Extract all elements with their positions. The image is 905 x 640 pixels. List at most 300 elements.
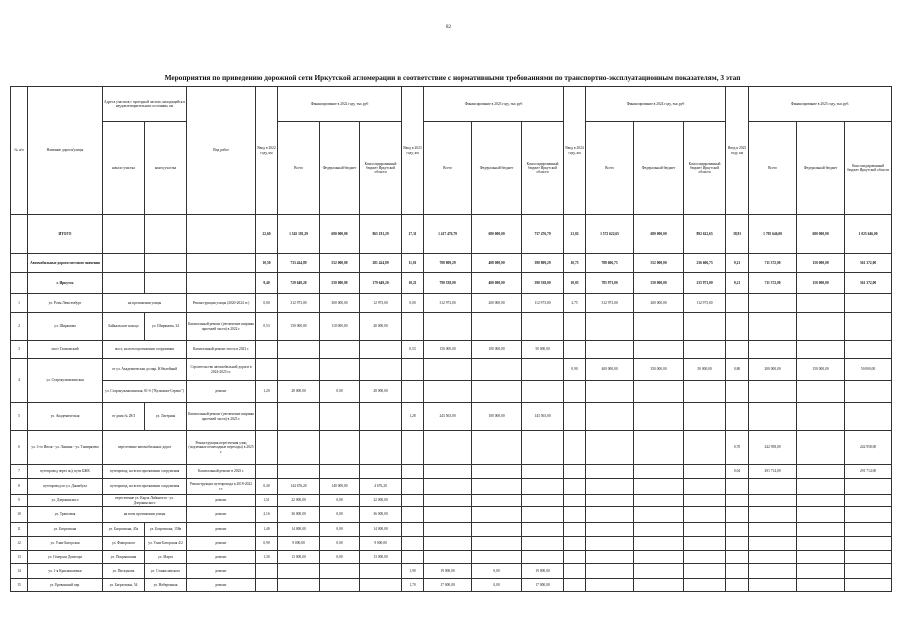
regional-2024: 235 973,00	[684, 273, 726, 294]
federal-2023	[472, 495, 522, 507]
regional-2023	[522, 537, 564, 551]
row-num: 3	[11, 341, 28, 359]
intro-2025	[726, 523, 749, 537]
federal-2025: 680 000,00	[797, 215, 845, 254]
total-2024	[586, 479, 634, 495]
total-2024: 312 973,00	[586, 294, 634, 313]
federal-2025	[797, 579, 845, 592]
federal-2024	[634, 551, 684, 564]
section-start: от ул. Академическая до мкр. Юбилейный	[103, 359, 187, 381]
regional-2024: 892 622,65	[684, 215, 726, 254]
regional-2022: 4 676,20	[360, 479, 402, 495]
regional-2022: 22 000,00	[360, 495, 402, 507]
header-fin-2022: Финансирование в 2022 году, тыс.руб	[278, 87, 402, 122]
federal-2023: 100 000,00	[472, 403, 522, 431]
work-type: ремонт	[187, 564, 256, 579]
federal-2024: 550 000,00	[634, 273, 684, 294]
work-type: Реконструкция улицы (2020-2024 гг.)	[187, 294, 256, 313]
total-2023	[424, 523, 472, 537]
federal-2023	[472, 551, 522, 564]
intro-2025	[726, 551, 749, 564]
header-federal-2024: Федеральный бюджет	[634, 122, 684, 215]
total-2025	[749, 403, 797, 431]
total-2025	[749, 479, 797, 495]
total-2023	[424, 479, 472, 495]
work-type: ремонт	[187, 507, 256, 523]
total-2024: 785 973,00	[586, 273, 634, 294]
total-2022: 312 973,00	[278, 294, 320, 313]
regional-2022: 179 649,20	[360, 273, 402, 294]
total-2023	[424, 495, 472, 507]
federal-2024: 350 000,00	[634, 359, 684, 381]
document-title: Мероприятия по приведению дорожной сети Иркутской агломерации в соответствие с нормативными требованиями по транспортно-эксплуатационным показателям, 3 этап	[164, 73, 741, 82]
total-2022: 13 000,00	[278, 551, 320, 564]
total-2023: 312 973,00	[424, 294, 472, 313]
regional-2025: 561 372,00	[845, 273, 892, 294]
work-type: ремонт	[187, 551, 256, 564]
total-2023: 17 000,00	[424, 579, 472, 592]
header-federal-2023: Федеральный бюджет	[472, 122, 522, 215]
intro-2023: 11,01	[402, 254, 424, 273]
work-type: ремонт	[187, 381, 256, 403]
regional-2022: 12 973,00	[360, 294, 402, 313]
regional-2022	[360, 359, 402, 381]
road-name: путепровод через ж/д пути БЖК	[28, 465, 103, 479]
road-name: ул. Генерала Доватора	[28, 551, 103, 564]
header-address-group: Адреса участков с проездной частью, находящейся в неудовлетворительном состоянии, км	[103, 87, 187, 122]
regional-2023: 390 809,29	[522, 254, 564, 273]
intro-2022: 2,16	[256, 507, 278, 523]
intro-2024: 0,90	[564, 359, 586, 381]
total-2023	[424, 313, 472, 341]
section-start: от дома № 28/3	[103, 403, 145, 431]
section-start	[103, 215, 145, 254]
federal-2024	[634, 495, 684, 507]
regional-2025	[845, 537, 892, 551]
total-2022	[278, 465, 320, 479]
intro-2022: 22,60	[256, 215, 278, 254]
intro-2025: 38,91	[726, 215, 749, 254]
federal-2025	[797, 564, 845, 579]
federal-2022	[320, 359, 360, 381]
row-num: 6	[11, 431, 28, 465]
intro-2023: 1,90	[402, 564, 424, 579]
intro-2023	[402, 313, 424, 341]
row-num: 8	[11, 479, 28, 495]
federal-2025	[797, 381, 845, 403]
intro-2022	[256, 465, 278, 479]
intro-2023: 17,31	[402, 215, 424, 254]
federal-2025: 150 000,00	[797, 254, 845, 273]
row-num: 11	[11, 523, 28, 537]
intro-2025	[726, 341, 749, 359]
federal-2023	[472, 479, 522, 495]
header-end: конец участка	[145, 122, 187, 215]
intro-2025	[726, 313, 749, 341]
total-2024	[586, 465, 634, 479]
federal-2022	[320, 579, 360, 592]
section-end: ул. Ширямова, 34	[145, 313, 187, 341]
section-end: ул. Лагерная	[145, 403, 187, 431]
total-2022	[278, 564, 320, 579]
intro-2023: 0,53	[402, 341, 424, 359]
intro-2023	[402, 431, 424, 465]
regional-2024	[684, 495, 726, 507]
federal-2023	[472, 313, 522, 341]
regional-2025: 291 714,00	[845, 465, 892, 479]
table-row	[11, 537, 892, 551]
federal-2022: 300 000,00	[320, 294, 360, 313]
federal-2022	[320, 564, 360, 579]
total-2024: 788 606,75	[586, 254, 634, 273]
total-2025	[749, 551, 797, 564]
section-start: ул. Багратиона, 54	[103, 579, 145, 592]
federal-2022: 680 000,00	[320, 215, 360, 254]
road-name: ул. 1-я Красноказачья	[28, 564, 103, 579]
section-end	[145, 254, 187, 273]
federal-2025	[797, 507, 845, 523]
intro-2024	[564, 495, 586, 507]
federal-2024	[634, 564, 684, 579]
federal-2023	[472, 465, 522, 479]
federal-2023: 0,00	[472, 579, 522, 592]
header-regional-2022: Консолидированный бюджет Иркутской области	[360, 122, 402, 215]
section-start: ул. Багратиона, 45а	[103, 523, 145, 537]
regional-2023: 737 476,79	[522, 215, 564, 254]
intro-2024	[564, 479, 586, 495]
total-2024	[586, 551, 634, 564]
row-num	[11, 273, 28, 294]
regional-2025	[845, 564, 892, 579]
intro-2022: 1,30	[256, 551, 278, 564]
table-row	[11, 359, 892, 381]
federal-2022: 0,00	[320, 551, 360, 564]
federal-2025	[797, 431, 845, 465]
table-row	[11, 294, 892, 313]
regional-2024: 236 606,75	[684, 254, 726, 273]
section-end	[145, 273, 187, 294]
regional-2022: 13 000,00	[360, 551, 402, 564]
regional-2022	[360, 431, 402, 465]
federal-2022	[320, 403, 360, 431]
header-fin-2024: Финансирование в 2024 году, тыс.руб	[586, 87, 726, 122]
table-row	[11, 495, 892, 507]
intro-2022: 9,40	[256, 273, 278, 294]
total-2025	[749, 341, 797, 359]
row-num	[11, 215, 28, 254]
measures-table	[10, 86, 892, 592]
regional-2024	[684, 431, 726, 465]
federal-2024	[634, 479, 684, 495]
road-name: ул. Ереванский пер.	[28, 579, 103, 592]
table-row	[11, 564, 892, 579]
federal-2023: 400 000,00	[472, 273, 522, 294]
federal-2024	[634, 523, 684, 537]
total-2024	[586, 537, 634, 551]
federal-2023	[472, 431, 522, 465]
intro-2023	[402, 523, 424, 537]
total-2023	[424, 551, 472, 564]
regional-2024	[684, 579, 726, 592]
federal-2023	[472, 537, 522, 551]
intro-2023	[402, 479, 424, 495]
total-2023	[424, 507, 472, 523]
regional-2022	[360, 403, 402, 431]
road-name: ул. Багратиона	[28, 523, 103, 537]
regional-2022: 865 181,29	[360, 215, 402, 254]
intro-2024	[564, 403, 586, 431]
intro-2025	[726, 579, 749, 592]
section-start: пересечение автомобильных дорог	[103, 431, 187, 465]
road-name: Автомобильные дороги местного значения	[28, 254, 103, 273]
regional-2025	[845, 495, 892, 507]
regional-2024	[684, 381, 726, 403]
regional-2025	[845, 479, 892, 495]
work-type: Реконструкция пересечения улиц (подземные пешеходные переходы) в 2025 г.	[187, 431, 256, 465]
federal-2024: 680 000,00	[634, 215, 684, 254]
federal-2022: 0,00	[320, 523, 360, 537]
federal-2023: 100 000,00	[472, 341, 522, 359]
total-2025	[749, 495, 797, 507]
table-row	[11, 465, 892, 479]
regional-2024	[684, 313, 726, 341]
total-2022: 36 000,00	[278, 507, 320, 523]
work-type	[187, 254, 256, 273]
intro-2022	[256, 403, 278, 431]
section-end	[145, 215, 187, 254]
row-num: 14	[11, 564, 28, 579]
header-road: Название дороги/улицы	[28, 87, 103, 215]
intro-2025	[726, 381, 749, 403]
intro-2024	[564, 507, 586, 523]
total-2023	[424, 537, 472, 551]
total-2023	[424, 431, 472, 465]
federal-2022: 0,00	[320, 537, 360, 551]
federal-2024	[634, 507, 684, 523]
section-start: мост, на всем протяжении сооружения	[103, 341, 187, 359]
regional-2023	[522, 359, 564, 381]
regional-2022: 28 000,00	[360, 381, 402, 403]
regional-2023: 17 000,00	[522, 579, 564, 592]
total-2023	[424, 359, 472, 381]
intro-2022: 1,20	[256, 381, 278, 403]
total-2023: 790 538,00	[424, 273, 472, 294]
total-2022: 150 000,00	[278, 313, 320, 341]
regional-2025	[845, 381, 892, 403]
intro-2022	[256, 579, 278, 592]
header-fin-2025: Финансирование в 2025 году, тыс.руб.	[749, 87, 892, 122]
total-2024	[586, 579, 634, 592]
total-2022	[278, 403, 320, 431]
federal-2023	[472, 507, 522, 523]
regional-2024	[684, 537, 726, 551]
total-2025: 711 372,00	[749, 273, 797, 294]
intro-2024: 21,02	[564, 215, 586, 254]
regional-2022: 14 000,00	[360, 523, 402, 537]
federal-2022: 110 000,00	[320, 313, 360, 341]
total-2025	[749, 507, 797, 523]
total-2025	[749, 537, 797, 551]
total-2024	[586, 431, 634, 465]
header-intro-2025: Ввод в 2025 году, км	[726, 87, 749, 215]
federal-2022: 550 000,00	[320, 273, 360, 294]
total-2023	[424, 381, 472, 403]
intro-2024	[564, 313, 586, 341]
row-num: 2	[11, 313, 28, 341]
intro-2022: 0,53	[256, 313, 278, 341]
intro-2023	[402, 359, 424, 381]
federal-2025	[797, 294, 845, 313]
work-type: Капитальный ремонт в 2025 г.	[187, 465, 256, 479]
federal-2024	[634, 313, 684, 341]
federal-2024	[634, 431, 684, 465]
row-num	[11, 254, 28, 273]
header-start: начало участка	[103, 122, 145, 215]
federal-2025	[797, 313, 845, 341]
page-number: 82	[446, 25, 451, 30]
regional-2023: 50 000,00	[522, 341, 564, 359]
regional-2022: 36 000,00	[360, 507, 402, 523]
total-2023: 19 000,00	[424, 564, 472, 579]
section-start: на протяжении улицы	[103, 294, 187, 313]
row-num: 4	[11, 359, 28, 403]
federal-2023: 680 000,00	[472, 215, 522, 254]
road-name: ИТОГО	[28, 215, 103, 254]
header-federal-2025: Федеральный бюджет	[797, 122, 845, 215]
federal-2024: 200 000,00	[634, 294, 684, 313]
table-row	[11, 273, 892, 294]
total-2022	[278, 359, 320, 381]
intro-2024	[564, 381, 586, 403]
federal-2024	[634, 381, 684, 403]
header-regional-2023: Консолидированный бюджет Иркутской области	[522, 122, 564, 215]
intro-2023: 10,21	[402, 273, 424, 294]
table-row	[11, 579, 892, 592]
federal-2025	[797, 495, 845, 507]
federal-2025	[797, 479, 845, 495]
intro-2024: 10,05	[564, 273, 586, 294]
federal-2025	[797, 341, 845, 359]
regional-2025	[845, 341, 892, 359]
intro-2024	[564, 579, 586, 592]
work-type: Капитальный ремонт (увеличение ширины проезжей части) в 2022 г.	[187, 313, 256, 341]
section-start: Байкальское кольцо	[103, 313, 145, 341]
road-name: ул. Старокузьмихинская	[28, 359, 103, 403]
regional-2025	[845, 579, 892, 592]
section-start: ул. Фаворского	[103, 537, 145, 551]
header-num: № п/п	[11, 87, 28, 215]
federal-2022: 0,00	[320, 507, 360, 523]
federal-2025	[797, 403, 845, 431]
regional-2025	[845, 507, 892, 523]
intro-2025	[726, 294, 749, 313]
work-type: ремонт	[187, 495, 256, 507]
header-total-2024: Всего	[586, 122, 634, 215]
intro-2023	[402, 465, 424, 479]
regional-2023: 143 565,00	[522, 403, 564, 431]
intro-2024	[564, 564, 586, 579]
total-2025: 242 958,00	[749, 431, 797, 465]
section-start: на всем протяжении улицы	[103, 507, 187, 523]
total-2022: 14 000,00	[278, 523, 320, 537]
header-regional-2024: Консолидированный бюджет Иркутской области	[684, 122, 726, 215]
row-num: 13	[11, 551, 28, 564]
road-name: ул. Улан-Баторская	[28, 537, 103, 551]
header-work: Вид работ	[187, 87, 256, 215]
intro-2022	[256, 341, 278, 359]
regional-2022	[360, 579, 402, 592]
road-name: ул. Академическая	[28, 403, 103, 431]
intro-2022	[256, 564, 278, 579]
intro-2025: 9,21	[726, 273, 749, 294]
intro-2023	[402, 381, 424, 403]
intro-2023	[402, 537, 424, 551]
regional-2023	[522, 523, 564, 537]
total-2024	[586, 507, 634, 523]
section-start	[103, 254, 145, 273]
table-row	[11, 381, 892, 403]
intro-2025	[726, 564, 749, 579]
federal-2024	[634, 537, 684, 551]
total-2023: 243 565,00	[424, 403, 472, 431]
header-total-2025: Всего	[749, 122, 797, 215]
federal-2022: 140 000,00	[320, 479, 360, 495]
section-end: ул. Улан-Баторская 4/2	[145, 537, 187, 551]
total-2024	[586, 341, 634, 359]
row-num: 5	[11, 403, 28, 431]
total-2025	[749, 523, 797, 537]
header-total-2023: Всего	[424, 122, 472, 215]
regional-2022	[360, 465, 402, 479]
regional-2022	[360, 564, 402, 579]
federal-2025: 150 000,00	[797, 359, 845, 381]
federal-2025	[797, 551, 845, 564]
total-2022: 28 000,00	[278, 381, 320, 403]
regional-2024	[684, 564, 726, 579]
regional-2025: 50 000,00	[845, 359, 892, 381]
work-type: Капитальный ремонт моста в 2023 г.	[187, 341, 256, 359]
section-start: путепровод, на всем протяжении сооружения	[103, 465, 187, 479]
row-num: 7	[11, 465, 28, 479]
total-2023: 150 000,00	[424, 341, 472, 359]
intro-2022: 0,40	[256, 479, 278, 495]
total-2025	[749, 381, 797, 403]
intro-2025: 0,04	[726, 465, 749, 479]
table-row	[11, 403, 892, 431]
regional-2025	[845, 551, 892, 564]
total-2022: 733 424,89	[278, 254, 320, 273]
intro-2024	[564, 431, 586, 465]
intro-2022	[256, 359, 278, 381]
intro-2022: 10,50	[256, 254, 278, 273]
section-start: путепровод, на всем протяжении сооружения	[103, 479, 187, 495]
section-start: ул. Старокузьмихинская, 81-б ("Кузьмиха-Сервис")	[103, 381, 187, 403]
federal-2022	[320, 341, 360, 359]
header-intro-2022: Ввод в 2022 году, км	[256, 87, 278, 215]
row-num: 10	[11, 507, 28, 523]
total-2024	[586, 564, 634, 579]
regional-2024	[684, 551, 726, 564]
regional-2025	[845, 313, 892, 341]
regional-2023	[522, 465, 564, 479]
regional-2022: 281 424,89	[360, 254, 402, 273]
regional-2025: 242 958,00	[845, 431, 892, 465]
work-type	[187, 215, 256, 254]
intro-2025: 9,21	[726, 254, 749, 273]
table-row	[11, 523, 892, 537]
intro-2023: 1,70	[402, 579, 424, 592]
intro-2025	[726, 479, 749, 495]
